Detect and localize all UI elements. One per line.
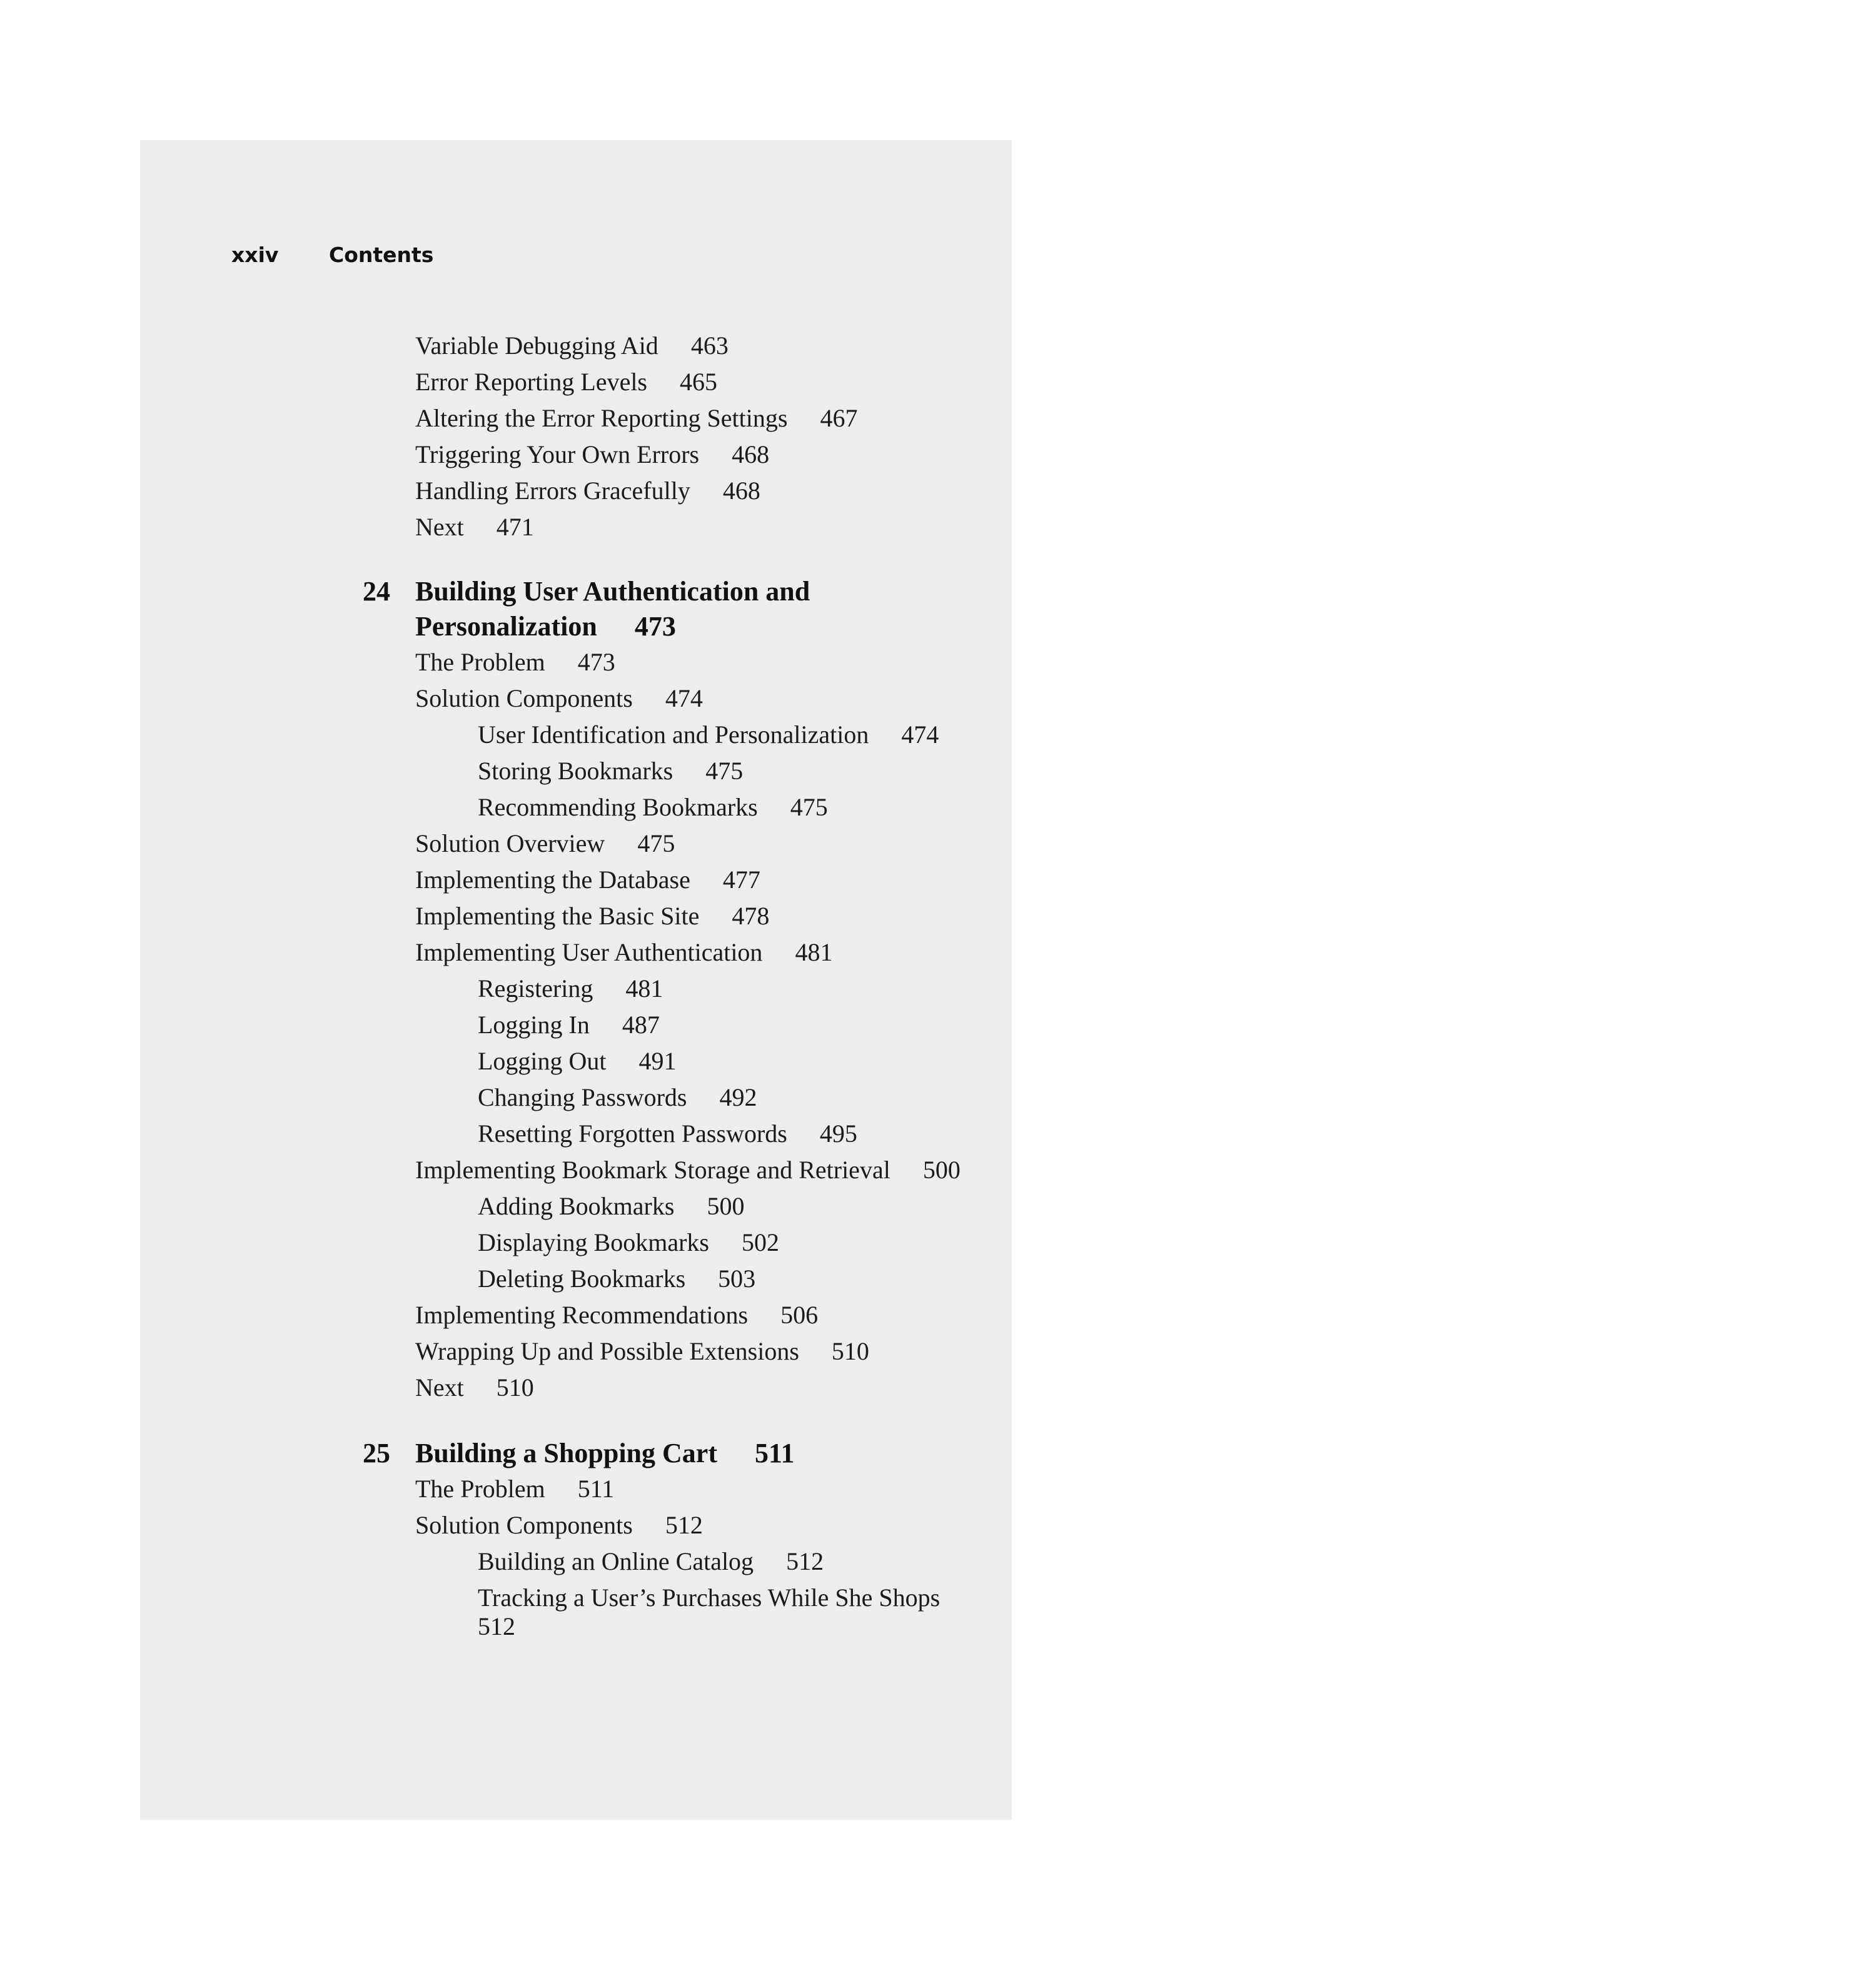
toc-subentry[interactable] (478, 1083, 757, 1112)
toc-entry-title: Wrapping Up and Possible Extensions (415, 1337, 799, 1365)
toc-entry-page: 474 (901, 720, 939, 749)
toc-entry-title: Resetting Forgotten Passwords (478, 1119, 787, 1148)
toc-entry-title: Implementing Recommendations (415, 1301, 749, 1329)
toc-entry-page: 512 (786, 1547, 824, 1575)
toc-entry-page: 477 (722, 866, 760, 894)
running-head-title: Contents (329, 243, 434, 267)
chapter-number: 24 (363, 576, 390, 607)
chapter-title-line1: Building User Authentication and (415, 576, 810, 607)
chapter-number: 25 (363, 1438, 390, 1468)
toc-entry-page: 506 (780, 1301, 819, 1329)
chapter-title-line2: Personalization (415, 611, 597, 642)
toc-entry-page: 492 (719, 1083, 757, 1111)
toc-entry-title: Implementing Bookmark Storage and Retrieval (415, 1156, 890, 1184)
toc-entry-page: 511 (577, 1475, 615, 1503)
toc-entry-title: Displaying Bookmarks (478, 1228, 709, 1256)
toc-entry-title: Solution Components (415, 684, 633, 712)
toc-entry-page: 468 (732, 440, 770, 468)
toc-entry-page: 475 (637, 829, 675, 857)
toc-entry-title: Logging Out (478, 1047, 607, 1075)
toc-entry[interactable] (415, 404, 857, 433)
toc-entry-title: Implementing the Basic Site (415, 902, 700, 930)
toc-subentry[interactable] (478, 1547, 824, 1576)
chapter-title (415, 574, 810, 644)
toc-entry-title: Changing Passwords (478, 1083, 687, 1111)
toc-entry-page: 473 (577, 648, 615, 676)
toc-entry-page: 475 (790, 793, 828, 821)
toc-entry-page: 510 (496, 1373, 534, 1402)
toc-entry[interactable] (415, 1373, 534, 1402)
toc-entry-page: 500 (707, 1192, 745, 1220)
toc-entry-title: Storing Bookmarks (478, 757, 673, 785)
toc-subentry[interactable] (478, 1047, 677, 1076)
toc-entry-title: Next (415, 513, 464, 541)
toc-entry-title: Registering (478, 974, 593, 1003)
toc-entry-page: 502 (741, 1228, 779, 1256)
toc-entry-title: Next (415, 1373, 464, 1402)
toc-subentry[interactable] (478, 974, 663, 1003)
toc-entry[interactable] (415, 902, 769, 931)
toc-entry-page: 478 (732, 902, 770, 930)
toc-entry-page: 475 (705, 757, 744, 785)
toc-entry[interactable] (415, 648, 615, 677)
toc-entry[interactable] (415, 1156, 961, 1185)
toc-entry-page: 510 (831, 1337, 869, 1365)
toc-entry[interactable] (415, 477, 760, 505)
toc-entry-title: Implementing the Database (415, 866, 690, 894)
toc-entry-page: 500 (922, 1156, 961, 1184)
toc-subentry[interactable] (478, 793, 828, 822)
toc-entry-page: 487 (622, 1011, 660, 1039)
toc-entry-title: Recommending Bookmarks (478, 793, 758, 821)
toc-entry-page: 463 (690, 331, 729, 360)
toc-entry[interactable] (415, 1301, 818, 1330)
toc-entry[interactable] (415, 684, 703, 713)
toc-entry[interactable] (415, 829, 675, 858)
toc-entry-title: Variable Debugging Aid (415, 331, 658, 360)
toc-entry-page: 491 (638, 1047, 677, 1075)
toc-entry-title: Building an Online Catalog (478, 1547, 754, 1575)
toc-subentry[interactable] (478, 1265, 755, 1293)
toc-entry-title: Adding Bookmarks (478, 1192, 675, 1220)
toc-entry-title: Deleting Bookmarks (478, 1265, 686, 1293)
toc-entry-page: 465 (680, 368, 717, 396)
page-folio: xxiv (231, 243, 279, 267)
toc-subentry[interactable] (478, 1192, 744, 1221)
toc-entry-title: Implementing User Authentication (415, 938, 763, 966)
toc-entry-title: User Identification and Personalization (478, 720, 869, 749)
toc-entry-title: Logging In (478, 1011, 590, 1039)
toc-subentry[interactable] (478, 1228, 779, 1257)
toc-entry-title: Solution Components (415, 1511, 633, 1539)
toc-entry-page: 474 (665, 684, 703, 712)
toc-entry-title: The Problem (415, 1475, 545, 1503)
toc-entry-page: 512 (478, 1612, 515, 1640)
toc-entry[interactable] (415, 440, 769, 469)
toc-subentry[interactable] (478, 1584, 940, 1612)
toc-entry[interactable] (415, 938, 832, 967)
toc-entry[interactable] (415, 1511, 703, 1540)
toc-entry-page: 467 (820, 404, 858, 432)
toc-subentry[interactable] (478, 1119, 857, 1148)
chapter-title-text: Building a Shopping Cart (415, 1438, 717, 1468)
toc-entry-page: 481 (795, 938, 833, 966)
toc-subentry[interactable] (478, 720, 939, 749)
toc-entry[interactable] (415, 1337, 869, 1366)
chapter-page: 511 (754, 1438, 795, 1468)
toc-entry-title: Solution Overview (415, 829, 605, 857)
toc-entry-title: Triggering Your Own Errors (415, 440, 700, 468)
toc-subentry[interactable] (478, 757, 743, 785)
toc-entry-page: 495 (819, 1119, 857, 1148)
toc-entry-title: Error Reporting Levels (415, 368, 647, 396)
chapter-page: 473 (634, 611, 676, 642)
toc-entry-page: 512 (665, 1511, 703, 1539)
chapter-title (415, 1436, 795, 1471)
toc-entry[interactable] (415, 1475, 614, 1503)
toc-entry[interactable] (415, 368, 717, 397)
toc-subentry[interactable] (478, 1011, 660, 1039)
toc-entry[interactable] (415, 513, 534, 542)
toc-entry-page: 471 (496, 513, 534, 541)
toc-entry-page: 481 (625, 974, 663, 1003)
toc-entry[interactable] (415, 331, 729, 360)
toc-entry-title: Altering the Error Reporting Settings (415, 404, 788, 432)
toc-entry-page: 468 (722, 477, 760, 505)
toc-entry-title: The Problem (415, 648, 545, 676)
toc-entry-page: 503 (718, 1265, 756, 1293)
toc-entry[interactable] (415, 866, 760, 894)
toc-entry-title: Tracking a User’s Purchases While She Shops (478, 1584, 941, 1612)
toc-entry-title: Handling Errors Gracefully (415, 477, 690, 505)
